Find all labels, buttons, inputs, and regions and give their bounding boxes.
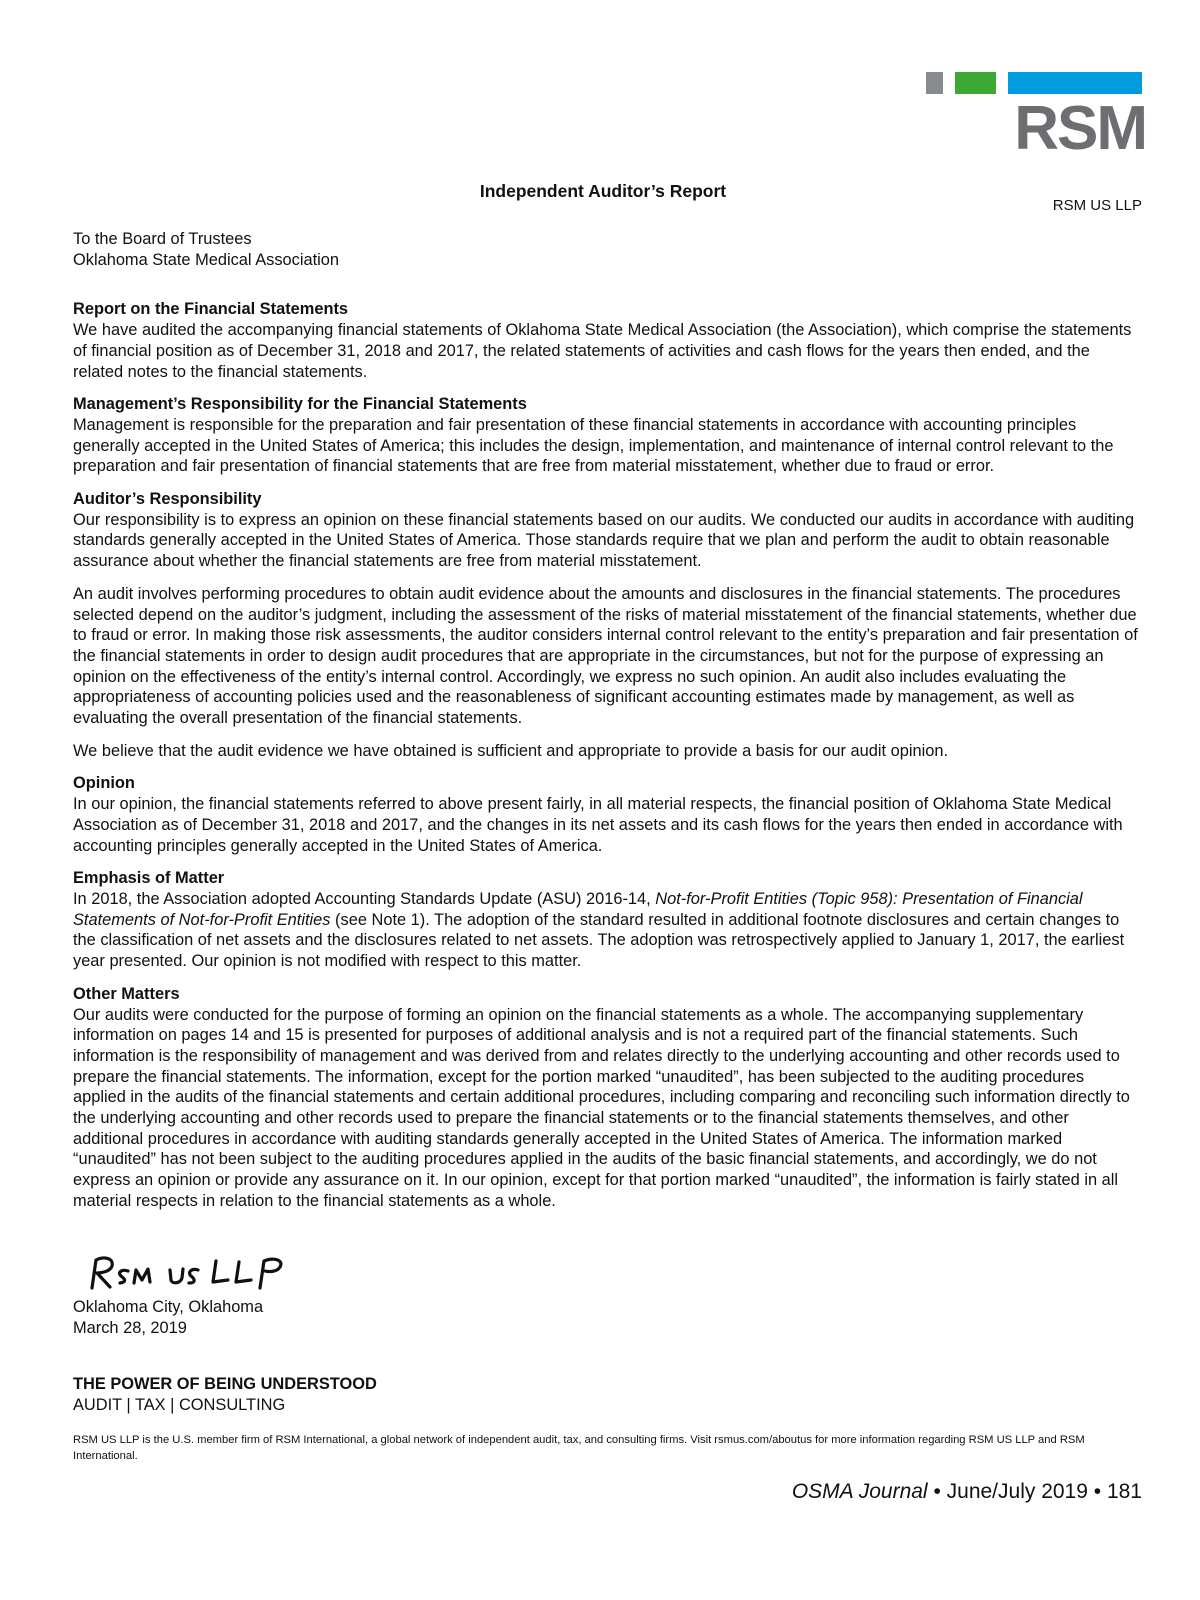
paragraph-end: (see Note 1). The adoption of the standard resulted in additional footnote disclosures and certain changes to the classification of net assets and the disclosures related to net assets. The adoption was retrospectively applied to January 1, 2017, the earliest year presented. Our opinion is not modified with respect to this matter. [73,910,1125,971]
paragraph: Our responsibility is to express an opinion on these financial statements based on our audits. We conducted our audits in accordance with auditing standards generally accepted in the United States of America. Those standards require that we plan and perform the audit to obtain reasonable assurance about whether the financial statements are free from material misstatement. [73,510,1135,571]
footer-separator: • [1087,1480,1107,1503]
report-title: Independent Auditor’s Report [479,181,727,201]
signature-city: Oklahoma City, Oklahoma [73,1298,264,1316]
journal-name: OSMA Journal [791,1480,928,1503]
tagline-slogan: THE POWER OF BEING UNDERSTOOD [73,1375,377,1393]
section-opinion [73,773,1139,856]
logo-bar-blue [1008,72,1142,94]
standard-title: Not-for-Profit Entities (Topic 958): Presentation of Financial Statements of Not-for-Profit Entities [73,889,1083,929]
addressee-line-2: Oklahoma State Medical Association [73,250,340,269]
section-management [73,394,1139,477]
logo-wordmark: RSM [1014,94,1146,163]
paragraph: We have audited the accompanying financial statements of Oklahoma State Medical Association (the Association), which comprise the statements of financial position as of December 31, 2018 and 2017, the related statements of activities and cash flows for the years then ended, and the related notes to the financial statements. [73,321,1132,381]
firm-tagline [73,1374,377,1416]
addressee-line-1: To the Board of Trustees [73,230,252,248]
page-number: 181 [1106,1480,1142,1503]
rsm-logo [926,72,1146,164]
tagline-services: AUDIT | TAX | CONSULTING [73,1396,286,1414]
paragraph: We believe that the audit evidence we have obtained is sufficient and appropriate to provide a basis for our audit opinion. [73,741,949,760]
section-auditor [73,489,1139,761]
section-other-matters [73,984,1139,1212]
section-heading: Auditor’s Responsibility [73,490,262,509]
footer-separator: • [927,1480,947,1503]
paragraph-start: In 2018, the Association adopted Accounting Standards Update (ASU) 2016-14, [73,889,656,908]
firm-name: RSM US LLP [1052,197,1142,214]
paragraph: Management is responsible for the preparation and fair presentation of these financial statements in accordance with accounting principles generally accepted in the United States of America; this includes the design, implementation, and maintenance of internal control relevant to the preparation and fair presentation of financial statements that are free from material misstatement, whether due to fraud or error. [73,415,1114,476]
paragraph: In our opinion, the financial statements referred to above present fairly, in all material respects, the financial position of Oklahoma State Medical Association as of December 31, 2018 and 2017, and the changes in its net assets and its cash flows for the years then ended in accordance with accounting principles generally accepted in the United States of America. [73,795,1123,855]
paragraph: An audit involves performing procedures to obtain audit evidence about the amounts and disclosures in the financial statements. The procedures selected depend on the auditor’s judgment, including the assessment of the risks of material misstatement of the financial statements, whether due to fraud or error. In making those risk assessments, the auditor considers internal control relevant to the entity’s preparation and fair presentation of the financial statements in order to design audit procedures that are appropriate in the circumstances, but not for the purpose of expressing an opinion on the effectiveness of the entity’s internal control. Accordingly, we express no such opinion. An audit also includes evaluating the appropriateness of accounting policies used and the reasonableness of significant accounting estimates made by management, as well as evaluating the overall presentation of the financial statements. [73,584,1138,728]
addressee [73,229,1139,270]
journal-issue: June/July 2019 [946,1480,1088,1503]
section-heading: Management’s Responsibility for the Financial Statements [73,395,527,414]
page-footer [792,1478,1142,1506]
report-body [73,229,1139,1212]
disclaimer: RSM US LLP is the U.S. member firm of RSM International, a global network of independent audit, tax, and consulting firms. Visit rsmus.com/aboutus for more information regarding RSM US LLP and RSM International. [73,1434,1085,1462]
logo-bar-green [955,72,996,94]
signature-block [73,1297,263,1338]
signature-image [86,1252,306,1300]
paragraph: Our audits were conducted for the purpose of forming an opinion on the financial statements as a whole. The accompanying supplementary information on pages 14 and 15 is presented for purposes of additional analysis and is not a required part of the financial statements. Such information is the responsibility of management and was derived from and relates directly to the underlying accounting and other records used to prepare the financial statements. The information, except for the portion marked “unaudited”, has been subjected to the auditing procedures applied in the audits of the financial statements and certain additional procedures, including comparing and reconciling such information directly to the underlying accounting and other records used to prepare the financial statements or to the financial statements themselves, and other additional procedures in accordance with auditing standards generally accepted in the United States of America. The information marked “unaudited” has not been subject to the auditing procedures applied in the audits of the basic financial statements, and accordingly, we do not express an opinion or provide any assurance on it. In our opinion, except for that portion marked “unaudited”, the information is fairly stated in all material respects in relation to the financial statements as a whole. [73,1005,1130,1210]
section-heading: Emphasis of Matter [73,869,225,888]
signature-date: March 28, 2019 [73,1318,187,1337]
section-emphasis [73,868,1139,972]
section-heading: Opinion [73,774,135,793]
section-report [73,299,1139,382]
logo-bar-gray [926,72,943,94]
section-heading: Report on the Financial Statements [73,300,349,319]
section-heading: Other Matters [73,984,180,1003]
paragraph [73,889,1139,972]
